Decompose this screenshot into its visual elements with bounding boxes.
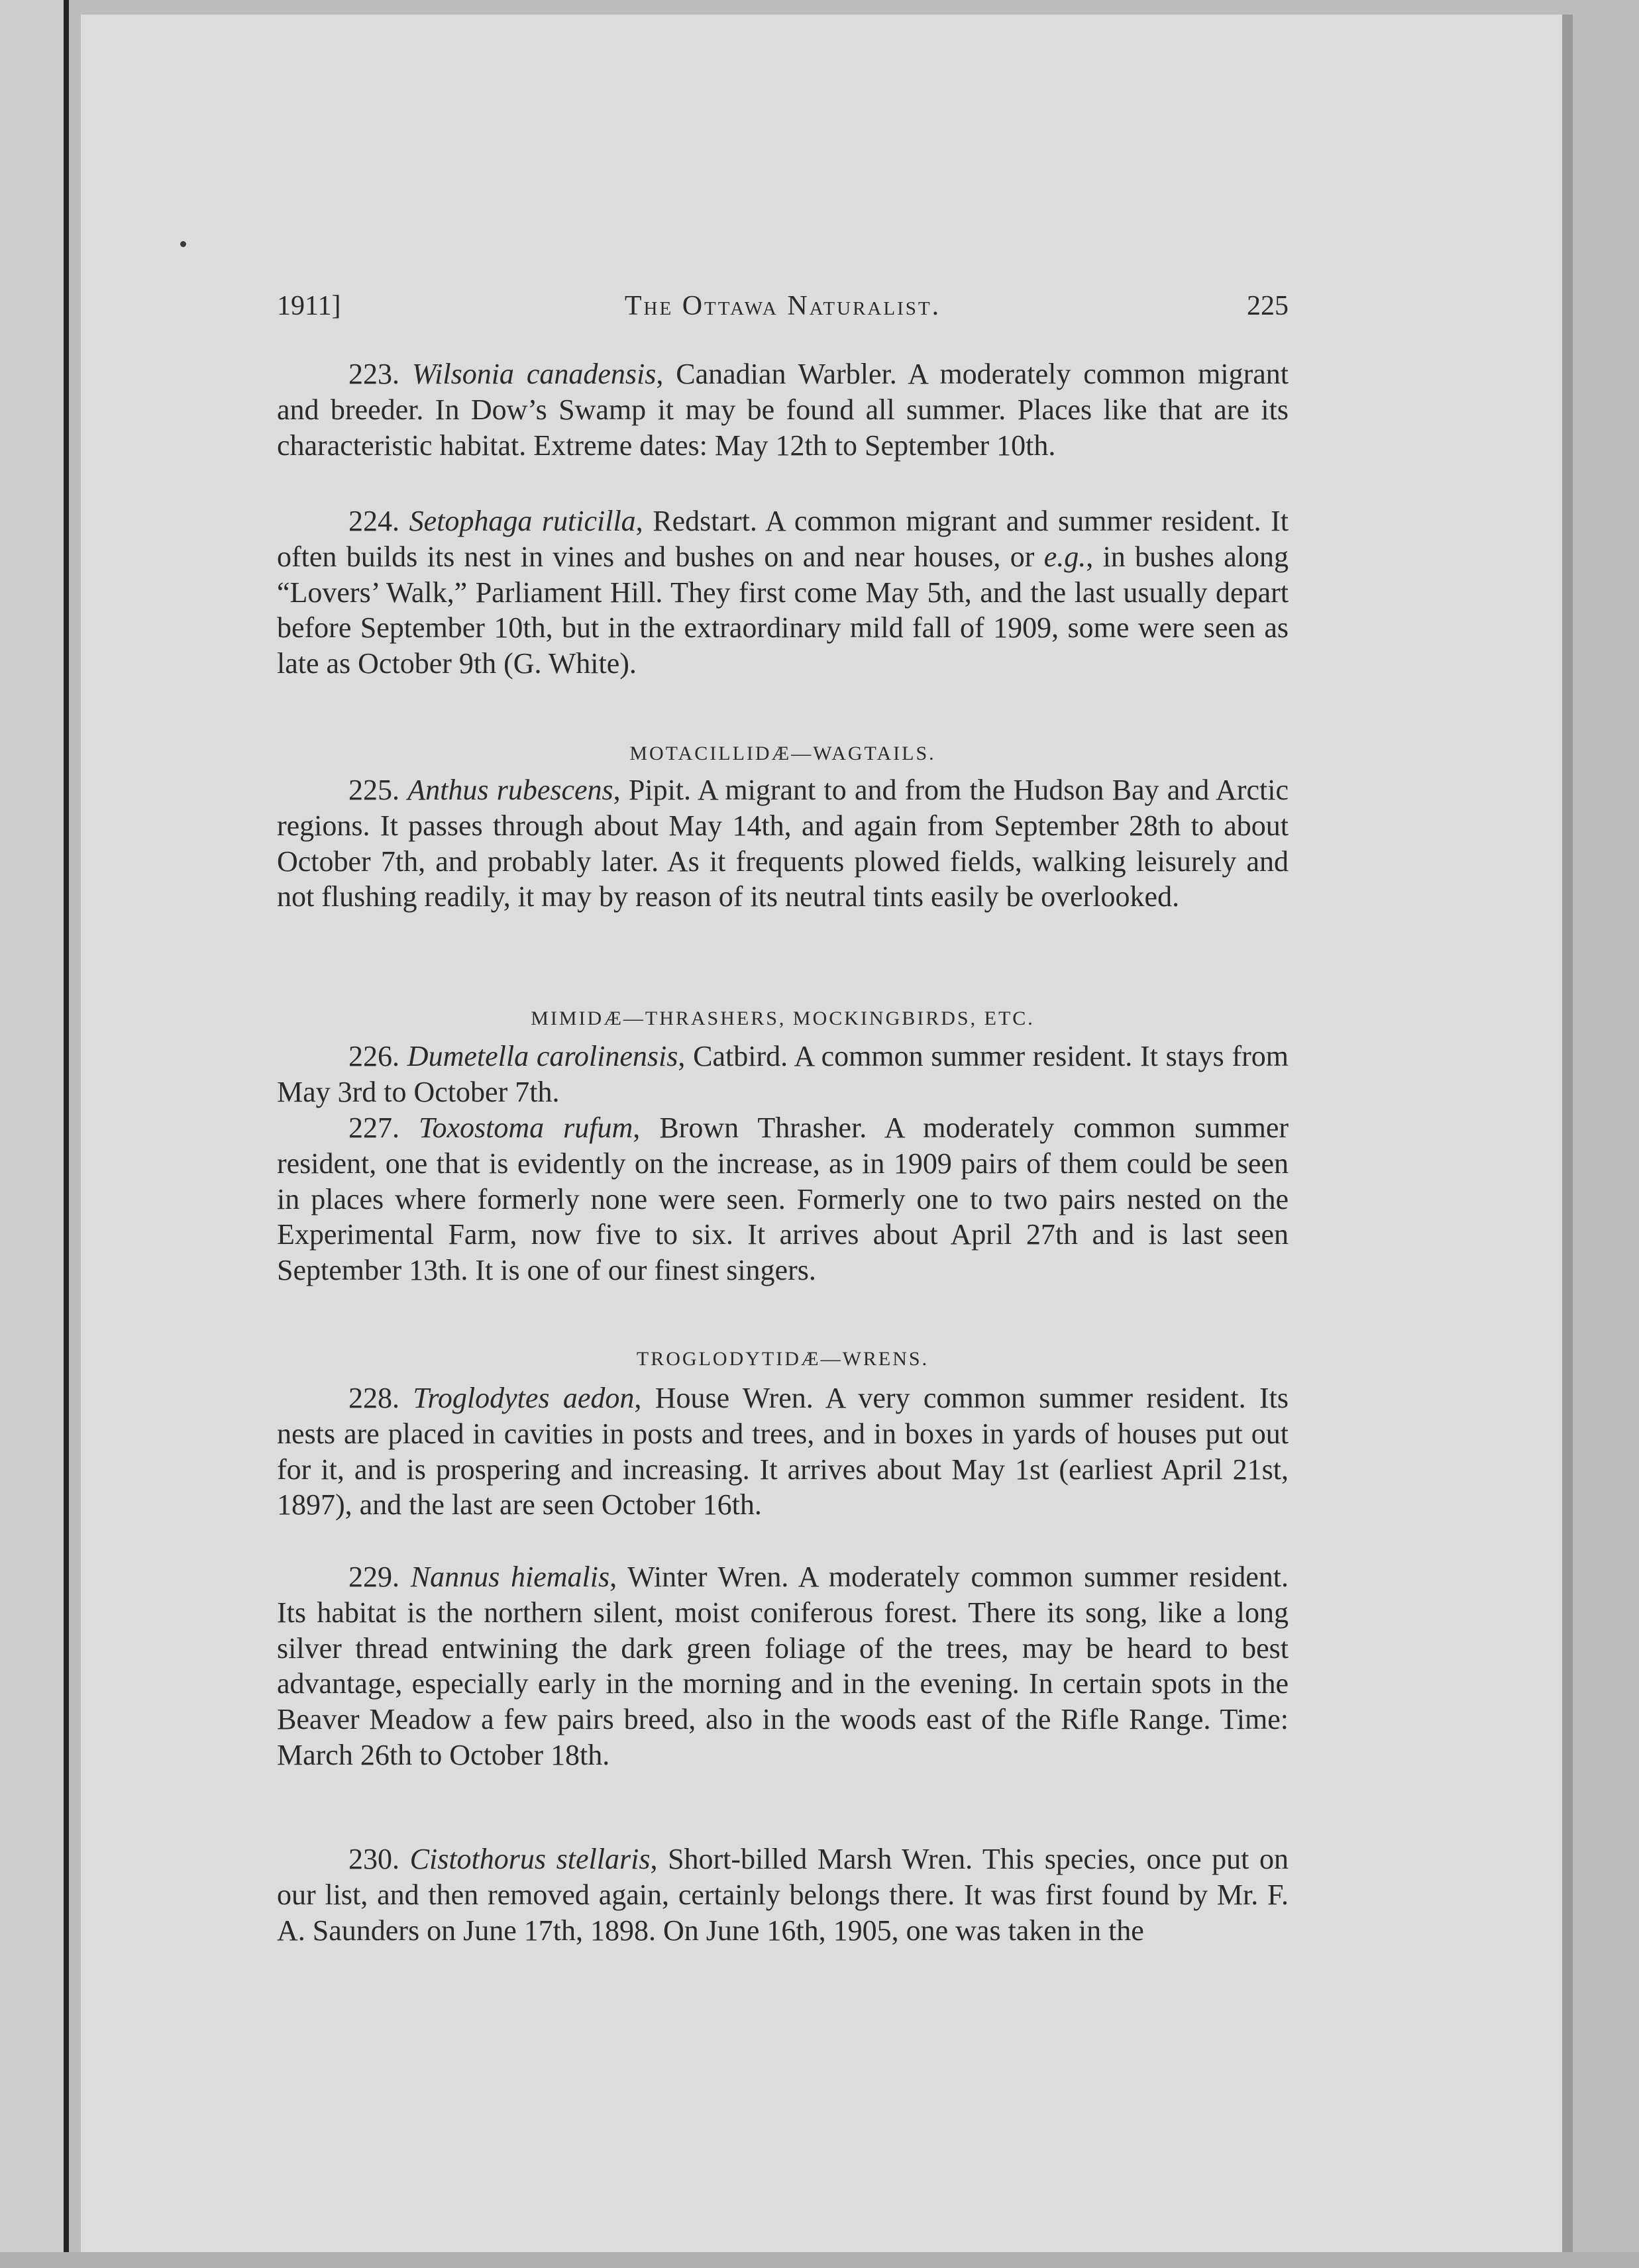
entry-number: 226.: [348, 1040, 399, 1072]
entry-latin-name: Toxostoma rufum: [419, 1111, 633, 1144]
entry-latin-name: Setophaga ruticilla: [409, 505, 636, 537]
entry-text: , Short-billed Marsh Wren. This species, once put on our list, and then removed again, certainly belongs there. It was first found by Mr. F. A. Saunders on June 17th, 1898. On June 16th, 1905, one was taken in the: [277, 1843, 1289, 1947]
entry-number: 225.: [348, 774, 399, 806]
entry-latin-name: Cistothorus stellaris: [409, 1843, 651, 1875]
entry-text: , Redstart. A common migrant and summer resident. It often builds its nest in vines and bushes on and near houses, or: [277, 505, 1289, 573]
entry-eg: e.g.: [1043, 540, 1086, 573]
right-page-edge: [1562, 15, 1573, 2257]
entry-227: [277, 1110, 1289, 1288]
family-heading-mimidae: MIMIDÆ—THRASHERS, MOCKINGBIRDS, ETC.: [531, 1007, 1035, 1029]
entry-224: [277, 503, 1289, 682]
binding-shadow: [64, 0, 69, 2268]
entry-number: 228.: [348, 1382, 399, 1414]
entry-text: , Brown Thrasher. A moderately common summer resident, one that is evidently on the increase, as in 1909 pairs of them could be seen in places where formerly none were seen. Formerly one to two pairs nested on the Experimental Farm, now five to six. It arrives about April 27th and is last seen September 13th. It is one of our finest singers.: [277, 1111, 1289, 1287]
entry-228: [277, 1380, 1289, 1523]
running-head: [277, 286, 1289, 326]
header-page-number: 225: [1247, 291, 1289, 321]
family-heading-motacillidae: MOTACILLIDÆ—WAGTAILS.: [629, 743, 936, 764]
entry-latin-name: Troglodytes aedon: [413, 1382, 635, 1414]
entry-223: [277, 356, 1289, 463]
family-heading-troglodytidae: TROGLODYTIDÆ—WRENS.: [636, 1348, 929, 1370]
entry-latin-name: Nannus hiemalis: [410, 1561, 610, 1593]
entry-number: 230.: [348, 1843, 399, 1875]
entry-229: [277, 1559, 1289, 1773]
entry-text: , Winter Wren. A moderately common summer resident. Its habitat is the northern silent, moist coniferous forest. There its song, like a long silver thread entwining the dark green foliage of the trees, may be heard to best advantage, especially early in the morning and in the evening. In certain spots in the Beaver Meadow a few pairs breed, also in the woods east of the Rifle Range. Time: March 26th to October 18th.: [277, 1561, 1289, 1771]
entry-text: , House Wren. A very common summer resident. Its nests are placed in cavities in posts and trees, and in boxes in yards of houses put out for it, and is prospering and increasing. It arrives about May 1st (earliest April 21st, 1897), and the last are seen October 16th.: [277, 1382, 1289, 1521]
entry-text-continued: , in bushes along “Lovers’ Walk,” Parliament Hill. They first come May 5th, and the last usually depart before September 10th, but in the extraordinary mild fall of 1909, some were seen as late as October 9th (G. White).: [277, 540, 1289, 680]
entry-number: 227.: [348, 1111, 399, 1144]
entry-225: [277, 772, 1289, 915]
entry-text: , Catbird. A common summer resident. It stays from May 3rd to October 7th.: [277, 1040, 1289, 1108]
entry-number: 229.: [348, 1561, 399, 1593]
header-title: The Ottawa Naturalist.: [624, 291, 941, 321]
entry-number: 223.: [348, 358, 399, 390]
entry-text: , Pipit. A migrant to and from the Hudson Bay and Arctic regions. It passes through about May 14th, and again from September 28th to about October 7th, and probably later. As it frequents plowed fields, walking leisurely and not flushing readily, it may by reason of its neutral tints easily be overlooked.: [277, 774, 1289, 913]
entry-text: , Canadian Warbler. A moderately common migrant and breeder. In Dow’s Swamp it may be found all summer. Places like that are its characteristic habitat. Extreme dates: May 12th to September 10th.: [277, 358, 1289, 462]
entry-latin-name: Anthus rubescens: [407, 774, 613, 806]
left-page-edge: [0, 0, 66, 2268]
entry-number: 224.: [348, 505, 399, 537]
entry-226: [277, 1039, 1289, 1110]
entry-latin-name: Wilsonia canadensis: [411, 358, 657, 390]
speck: [180, 241, 186, 247]
header-year: 1911]: [277, 291, 341, 321]
entry-latin-name: Dumetella carolinensis: [407, 1040, 678, 1072]
entry-230: [277, 1841, 1289, 1948]
bottom-edge: [0, 2252, 1639, 2268]
